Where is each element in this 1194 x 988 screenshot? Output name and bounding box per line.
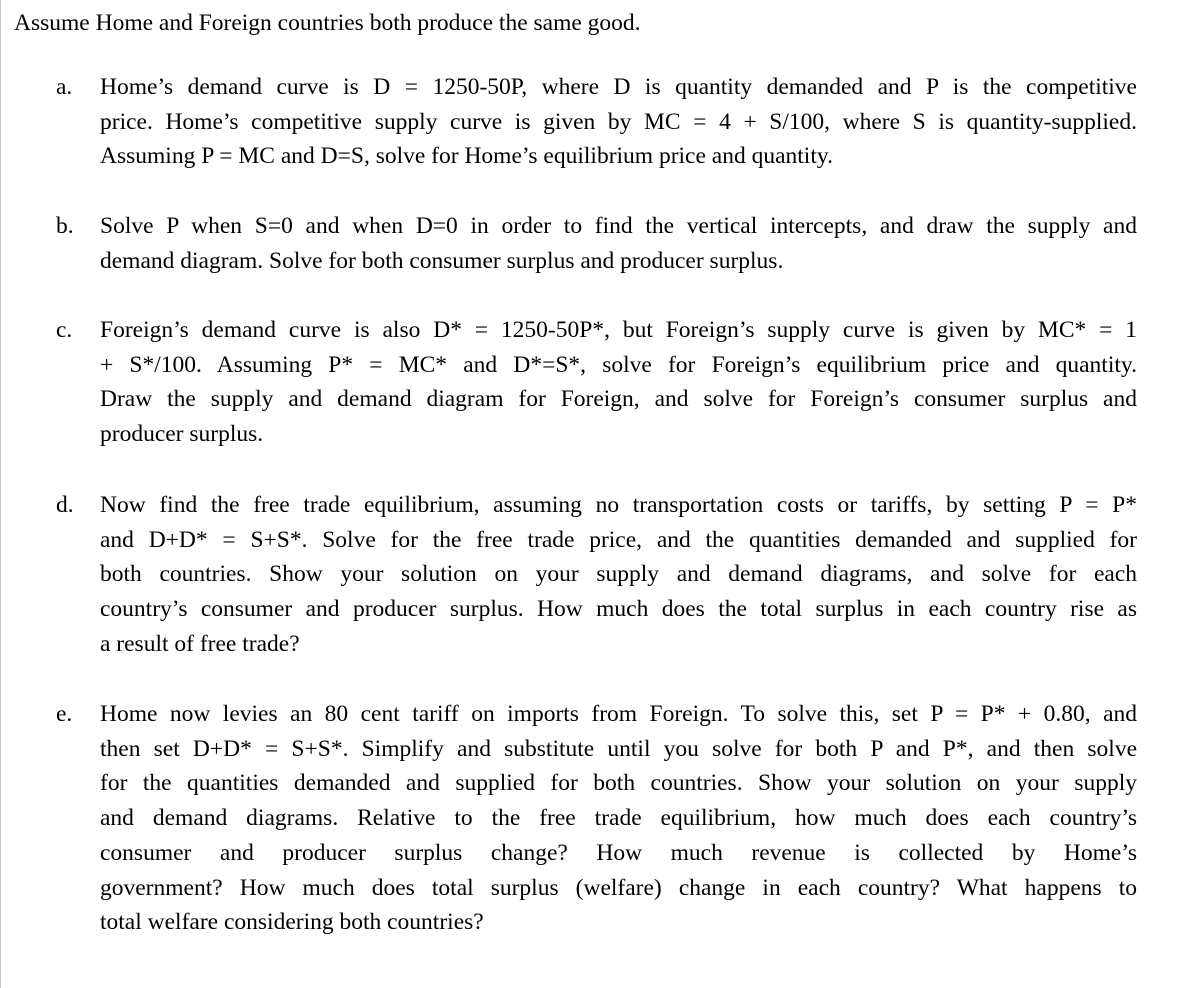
item-letter: a.	[56, 74, 73, 100]
text-line: Home’s demand curve is D = 1250-50P, where D is quantity demanded and P is the competitive	[100, 74, 1137, 100]
text-line: government? How much does total surplus (welfare) change in each country? What happens to	[100, 874, 1137, 901]
item-text	[100, 697, 1137, 940]
text-line: then set D+D* = S+S*. Simplify and substitute until you solve for both P and P*, and then solve	[100, 735, 1137, 762]
text-line: country’s consumer and producer surplus. How much does the total surplus in each country rise as	[100, 596, 1137, 623]
text-line: Now find the free trade equilibrium, assuming no transportation costs or tariffs, by setting P = P*	[100, 492, 1137, 518]
text-line: price. Home’s competitive supply curve is given by MC = 4 + S/100, where S is quantity-supplied.	[100, 108, 1137, 135]
text-line: Home now levies an 80 cent tariff on imports from Foreign. To solve this, set P = P* + 0.80, and	[100, 701, 1137, 727]
item-text	[100, 313, 1137, 452]
text-line: Assuming P = MC and D=S, solve for Home’s equilibrium price and quantity.	[100, 143, 833, 170]
text-line: a result of free trade?	[100, 630, 300, 657]
text-line: both countries. Show your solution on your supply and demand diagrams, and solve for each	[100, 561, 1137, 588]
intro-sentence: Assume Home and Foreign countries both produce the same good.	[14, 10, 641, 36]
text-line: Draw the supply and demand diagram for Foreign, and solve for Foreign’s consumer surplus and	[100, 386, 1137, 413]
item-letter: b.	[56, 213, 74, 239]
text-line: and demand diagrams. Relative to the free trade equilibrium, how much does each country’s	[100, 805, 1137, 832]
text-line: and D+D* = S+S*. Solve for the free trade price, and the quantities demanded and supplied for	[100, 526, 1137, 553]
text-line: producer surplus.	[100, 421, 264, 448]
text-line: consumer and producer surplus change? How much revenue is collected by Home’s	[100, 839, 1137, 866]
item-text	[100, 488, 1137, 662]
item-letter: c.	[56, 317, 73, 343]
text-line: total welfare considering both countries?	[100, 909, 484, 936]
text-line: Foreign’s demand curve is also D* = 1250-50P*, but Foreign’s supply curve is given by MC* = 1	[100, 317, 1137, 343]
text-line: + S*/100. Assuming P* = MC* and D*=S*, solve for Foreign’s equilibrium price and quantity.	[100, 351, 1137, 378]
text-line: Solve P when S=0 and when D=0 in order to find the vertical intercepts, and draw the supply and	[100, 213, 1137, 239]
text-line: for the quantities demanded and supplied for both countries. Show your solution on your supply	[100, 770, 1137, 797]
text-line: demand diagram. Solve for both consumer surplus and producer surplus.	[100, 247, 784, 274]
item-text	[100, 70, 1137, 174]
item-text	[100, 209, 1137, 278]
item-letter: d.	[56, 492, 74, 518]
item-letter: e.	[56, 701, 73, 727]
